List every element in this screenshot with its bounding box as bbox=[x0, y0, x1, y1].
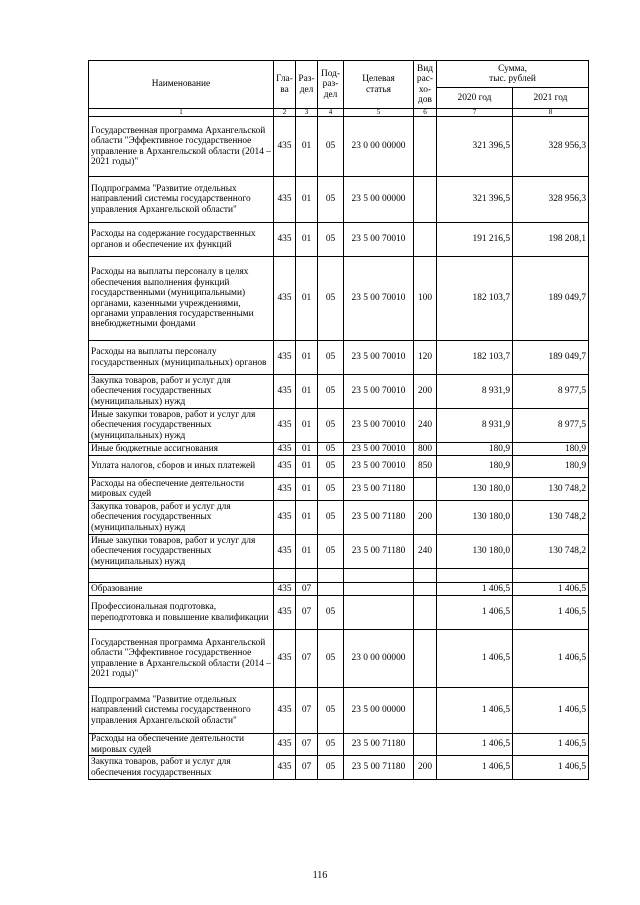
row-amount-2020-cell: 182 103,7 bbox=[437, 257, 513, 341]
row-glava-cell: 435 bbox=[274, 756, 296, 780]
row-amount-2021-cell: 189 049,7 bbox=[513, 341, 589, 375]
row-target-cell: 23 5 00 00000 bbox=[344, 688, 414, 734]
row-vid-cell: 200 bbox=[414, 501, 437, 535]
row-amount-2021-cell: 130 748,2 bbox=[513, 501, 589, 535]
row-amount-2021-cell: 180,9 bbox=[513, 456, 589, 478]
row-name-cell: Профессиональная подготовка, переподготовка и повышение квалификации bbox=[89, 596, 274, 630]
row-glava-cell: 435 bbox=[274, 478, 296, 501]
row-target-cell: 23 5 00 00000 bbox=[344, 177, 414, 223]
row-vid-cell bbox=[414, 177, 437, 223]
row-glava-cell: 435 bbox=[274, 341, 296, 375]
row-vid-cell: 120 bbox=[414, 341, 437, 375]
table-row bbox=[89, 177, 589, 223]
row-amount-2020-cell: 1 406,5 bbox=[437, 688, 513, 734]
table-row bbox=[89, 443, 589, 456]
row-amount-2020-cell: 1 406,5 bbox=[437, 630, 513, 688]
row-target-cell: 23 0 00 00000 bbox=[344, 117, 414, 177]
row-razdel-cell: 01 bbox=[296, 375, 318, 409]
row-razdel-cell: 01 bbox=[296, 535, 318, 569]
budget-table bbox=[88, 60, 589, 780]
row-glava-cell: 435 bbox=[274, 734, 296, 756]
row-amount-2020-cell: 1 406,5 bbox=[437, 756, 513, 780]
row-amount-2020-cell: 8 931,9 bbox=[437, 409, 513, 443]
row-vid-cell bbox=[414, 688, 437, 734]
row-amount-2021-cell: 1 406,5 bbox=[513, 583, 589, 596]
header-vid: Вид рас- хо- дов bbox=[414, 61, 437, 109]
row-name-cell: Государственная программа Архангельской области "Эффективное государственное управление в Архангельской области (2014 – 2021 годы)" bbox=[89, 117, 274, 177]
row-vid-cell bbox=[414, 223, 437, 257]
row-target-cell: 23 5 00 71180 bbox=[344, 756, 414, 780]
row-name-cell: Иные бюджетные ассигнования bbox=[89, 443, 274, 456]
table-row bbox=[89, 630, 589, 688]
row-glava-cell: 435 bbox=[274, 688, 296, 734]
row-vid-cell: 800 bbox=[414, 443, 437, 456]
row-podrazdel-cell: 05 bbox=[318, 443, 344, 456]
row-amount-2021-cell: 198 208,1 bbox=[513, 223, 589, 257]
row-amount-2021-cell: 1 406,5 bbox=[513, 630, 589, 688]
row-glava-cell: 435 bbox=[274, 409, 296, 443]
row-glava-cell: 435 bbox=[274, 583, 296, 596]
row-glava-cell: 435 bbox=[274, 456, 296, 478]
row-razdel-cell: 01 bbox=[296, 409, 318, 443]
row-podrazdel-cell: 05 bbox=[318, 375, 344, 409]
row-glava-cell: 435 bbox=[274, 501, 296, 535]
row-podrazdel-cell bbox=[318, 569, 344, 583]
row-razdel-cell bbox=[296, 569, 318, 583]
row-razdel-cell: 07 bbox=[296, 596, 318, 630]
row-vid-cell bbox=[414, 569, 437, 583]
row-amount-2021-cell: 1 406,5 bbox=[513, 756, 589, 780]
row-podrazdel-cell: 05 bbox=[318, 478, 344, 501]
table-row bbox=[89, 583, 589, 596]
row-target-cell: 23 0 00 00000 bbox=[344, 630, 414, 688]
row-name-cell: Расходы на обеспечение деятельности мировых судей bbox=[89, 478, 274, 501]
row-razdel-cell: 07 bbox=[296, 734, 318, 756]
row-vid-cell: 200 bbox=[414, 375, 437, 409]
row-razdel-cell: 01 bbox=[296, 223, 318, 257]
header-year-2020: 2020 год bbox=[437, 88, 513, 109]
row-name-cell: Расходы на обеспечение деятельности мировых судей bbox=[89, 734, 274, 756]
table-row bbox=[89, 734, 589, 756]
row-amount-2020-cell bbox=[437, 569, 513, 583]
row-target-cell bbox=[344, 569, 414, 583]
column-number-cell: 2 bbox=[274, 109, 296, 117]
row-amount-2020-cell: 130 180,0 bbox=[437, 478, 513, 501]
row-target-cell bbox=[344, 583, 414, 596]
row-podrazdel-cell: 05 bbox=[318, 535, 344, 569]
row-name-cell: Образование bbox=[89, 583, 274, 596]
row-amount-2021-cell: 130 748,2 bbox=[513, 535, 589, 569]
row-glava-cell: 435 bbox=[274, 375, 296, 409]
row-podrazdel-cell: 05 bbox=[318, 409, 344, 443]
row-target-cell bbox=[344, 596, 414, 630]
row-amount-2021-cell: 180,9 bbox=[513, 443, 589, 456]
row-podrazdel-cell: 05 bbox=[318, 117, 344, 177]
header-podrazdel: Под- раз- дел bbox=[318, 61, 344, 109]
row-razdel-cell: 01 bbox=[296, 257, 318, 341]
row-amount-2021-cell: 189 049,7 bbox=[513, 257, 589, 341]
row-amount-2020-cell: 1 406,5 bbox=[437, 596, 513, 630]
table-row bbox=[89, 375, 589, 409]
row-razdel-cell: 01 bbox=[296, 341, 318, 375]
header-name: Наименование bbox=[89, 61, 274, 109]
row-glava-cell: 435 bbox=[274, 535, 296, 569]
row-target-cell: 23 5 00 71180 bbox=[344, 535, 414, 569]
row-target-cell: 23 5 00 70010 bbox=[344, 341, 414, 375]
row-name-cell: Закупка товаров, работ и услуг для обеспечения государственных (муниципальных) нужд bbox=[89, 375, 274, 409]
row-name-cell: Закупка товаров, работ и услуг для обеспечения государственных (муниципальных) нужд bbox=[89, 501, 274, 535]
row-vid-cell: 100 bbox=[414, 257, 437, 341]
row-name-cell: Расходы на содержание государственных органов и обеспечение их функций bbox=[89, 223, 274, 257]
row-podrazdel-cell: 05 bbox=[318, 177, 344, 223]
column-number-cell: 5 bbox=[344, 109, 414, 117]
row-glava-cell: 435 bbox=[274, 596, 296, 630]
row-target-cell: 23 5 00 70010 bbox=[344, 443, 414, 456]
row-vid-cell bbox=[414, 583, 437, 596]
column-number-cell: 6 bbox=[414, 109, 437, 117]
row-razdel-cell: 07 bbox=[296, 630, 318, 688]
row-podrazdel-cell: 05 bbox=[318, 223, 344, 257]
row-amount-2021-cell: 8 977,5 bbox=[513, 409, 589, 443]
row-vid-cell: 240 bbox=[414, 409, 437, 443]
row-razdel-cell: 01 bbox=[296, 501, 318, 535]
table-row bbox=[89, 596, 589, 630]
row-name-cell bbox=[89, 569, 274, 583]
row-vid-cell bbox=[414, 630, 437, 688]
row-razdel-cell: 01 bbox=[296, 456, 318, 478]
table-row bbox=[89, 341, 589, 375]
table-row bbox=[89, 535, 589, 569]
row-glava-cell: 435 bbox=[274, 630, 296, 688]
row-name-cell: Расходы на выплаты персоналу в целях обеспечения выполнения функций государственными (муниципальными) органами, казенными учреждениями, органами управления государственными внебюджетными фондами bbox=[89, 257, 274, 341]
row-vid-cell: 850 bbox=[414, 456, 437, 478]
header-year-2021: 2021 год bbox=[513, 88, 589, 109]
row-amount-2021-cell: 130 748,2 bbox=[513, 478, 589, 501]
row-amount-2021-cell: 328 956,3 bbox=[513, 117, 589, 177]
column-number-cell: 8 bbox=[513, 109, 589, 117]
column-number-cell: 3 bbox=[296, 109, 318, 117]
row-vid-cell bbox=[414, 734, 437, 756]
row-target-cell: 23 5 00 70010 bbox=[344, 375, 414, 409]
row-amount-2021-cell: 8 977,5 bbox=[513, 375, 589, 409]
column-number-cell: 1 bbox=[89, 109, 274, 117]
row-glava-cell: 435 bbox=[274, 223, 296, 257]
row-target-cell: 23 5 00 71180 bbox=[344, 478, 414, 501]
row-name-cell: Расходы на выплаты персоналу государственных (муниципальных) органов bbox=[89, 341, 274, 375]
row-name-cell: Иные закупки товаров, работ и услуг для обеспечения государственных (муниципальных) нужд bbox=[89, 535, 274, 569]
row-amount-2020-cell: 321 396,5 bbox=[437, 117, 513, 177]
row-podrazdel-cell: 05 bbox=[318, 501, 344, 535]
row-target-cell: 23 5 00 70010 bbox=[344, 456, 414, 478]
table-row bbox=[89, 117, 589, 177]
row-razdel-cell: 01 bbox=[296, 177, 318, 223]
row-podrazdel-cell: 05 bbox=[318, 257, 344, 341]
table-row bbox=[89, 409, 589, 443]
table-row bbox=[89, 478, 589, 501]
row-target-cell: 23 5 00 71180 bbox=[344, 734, 414, 756]
row-amount-2020-cell: 8 931,9 bbox=[437, 375, 513, 409]
row-vid-cell: 240 bbox=[414, 535, 437, 569]
row-podrazdel-cell: 05 bbox=[318, 341, 344, 375]
row-amount-2020-cell: 191 216,5 bbox=[437, 223, 513, 257]
row-target-cell: 23 5 00 70010 bbox=[344, 409, 414, 443]
row-glava-cell: 435 bbox=[274, 117, 296, 177]
row-amount-2020-cell: 130 180,0 bbox=[437, 535, 513, 569]
row-name-cell: Подпрограмма "Развитие отдельных направлений системы государственного управления Архангельской области" bbox=[89, 688, 274, 734]
row-vid-cell bbox=[414, 117, 437, 177]
row-podrazdel-cell: 05 bbox=[318, 456, 344, 478]
row-podrazdel-cell: 05 bbox=[318, 688, 344, 734]
row-razdel-cell: 01 bbox=[296, 478, 318, 501]
document-page bbox=[88, 60, 588, 780]
row-amount-2021-cell: 328 956,3 bbox=[513, 177, 589, 223]
header-target: Целевая статья bbox=[344, 61, 414, 109]
header-glava: Гла- ва bbox=[274, 61, 296, 109]
row-amount-2020-cell: 182 103,7 bbox=[437, 341, 513, 375]
row-glava-cell bbox=[274, 569, 296, 583]
table-row bbox=[89, 456, 589, 478]
row-podrazdel-cell: 05 bbox=[318, 734, 344, 756]
row-amount-2021-cell: 1 406,5 bbox=[513, 688, 589, 734]
row-razdel-cell: 01 bbox=[296, 443, 318, 456]
row-target-cell: 23 5 00 71180 bbox=[344, 501, 414, 535]
row-razdel-cell: 01 bbox=[296, 117, 318, 177]
row-razdel-cell: 07 bbox=[296, 756, 318, 780]
row-podrazdel-cell: 05 bbox=[318, 596, 344, 630]
row-glava-cell: 435 bbox=[274, 177, 296, 223]
table-body bbox=[89, 117, 589, 780]
row-podrazdel-cell: 05 bbox=[318, 756, 344, 780]
row-podrazdel-cell bbox=[318, 583, 344, 596]
row-glava-cell: 435 bbox=[274, 443, 296, 456]
row-vid-cell: 200 bbox=[414, 756, 437, 780]
row-amount-2021-cell: 1 406,5 bbox=[513, 596, 589, 630]
row-amount-2021-cell: 1 406,5 bbox=[513, 734, 589, 756]
table-row bbox=[89, 569, 589, 583]
row-amount-2020-cell: 130 180,0 bbox=[437, 501, 513, 535]
header-razdel: Раз- дел bbox=[296, 61, 318, 109]
row-name-cell: Уплата налогов, сборов и иных платежей bbox=[89, 456, 274, 478]
table-row bbox=[89, 688, 589, 734]
table-row bbox=[89, 223, 589, 257]
row-name-cell: Закупка товаров, работ и услуг для обеспечения государственных bbox=[89, 756, 274, 780]
row-name-cell: Подпрограмма "Развитие отдельных направлений системы государственного управления Архангельской области" bbox=[89, 177, 274, 223]
page-number: 116 bbox=[312, 870, 328, 881]
row-glava-cell: 435 bbox=[274, 257, 296, 341]
row-razdel-cell: 07 bbox=[296, 583, 318, 596]
table-row bbox=[89, 756, 589, 780]
column-number-cell: 4 bbox=[318, 109, 344, 117]
row-podrazdel-cell: 05 bbox=[318, 630, 344, 688]
row-razdel-cell: 07 bbox=[296, 688, 318, 734]
table-row bbox=[89, 257, 589, 341]
row-name-cell: Государственная программа Архангельской области "Эффективное государственное управление в Архангельской области (2014 – 2021 годы)" bbox=[89, 630, 274, 688]
row-amount-2020-cell: 180,9 bbox=[437, 456, 513, 478]
row-amount-2021-cell bbox=[513, 569, 589, 583]
row-target-cell: 23 5 00 70010 bbox=[344, 223, 414, 257]
header-sum: Сумма, тыс. рублей bbox=[437, 61, 589, 88]
table-row bbox=[89, 501, 589, 535]
column-numbers-row bbox=[89, 109, 589, 117]
row-amount-2020-cell: 1 406,5 bbox=[437, 734, 513, 756]
row-target-cell: 23 5 00 70010 bbox=[344, 257, 414, 341]
row-name-cell: Иные закупки товаров, работ и услуг для обеспечения государственных (муниципальных) нужд bbox=[89, 409, 274, 443]
row-amount-2020-cell: 321 396,5 bbox=[437, 177, 513, 223]
row-vid-cell bbox=[414, 478, 437, 501]
row-vid-cell bbox=[414, 596, 437, 630]
row-amount-2020-cell: 180,9 bbox=[437, 443, 513, 456]
column-number-cell: 7 bbox=[437, 109, 513, 117]
row-amount-2020-cell: 1 406,5 bbox=[437, 583, 513, 596]
